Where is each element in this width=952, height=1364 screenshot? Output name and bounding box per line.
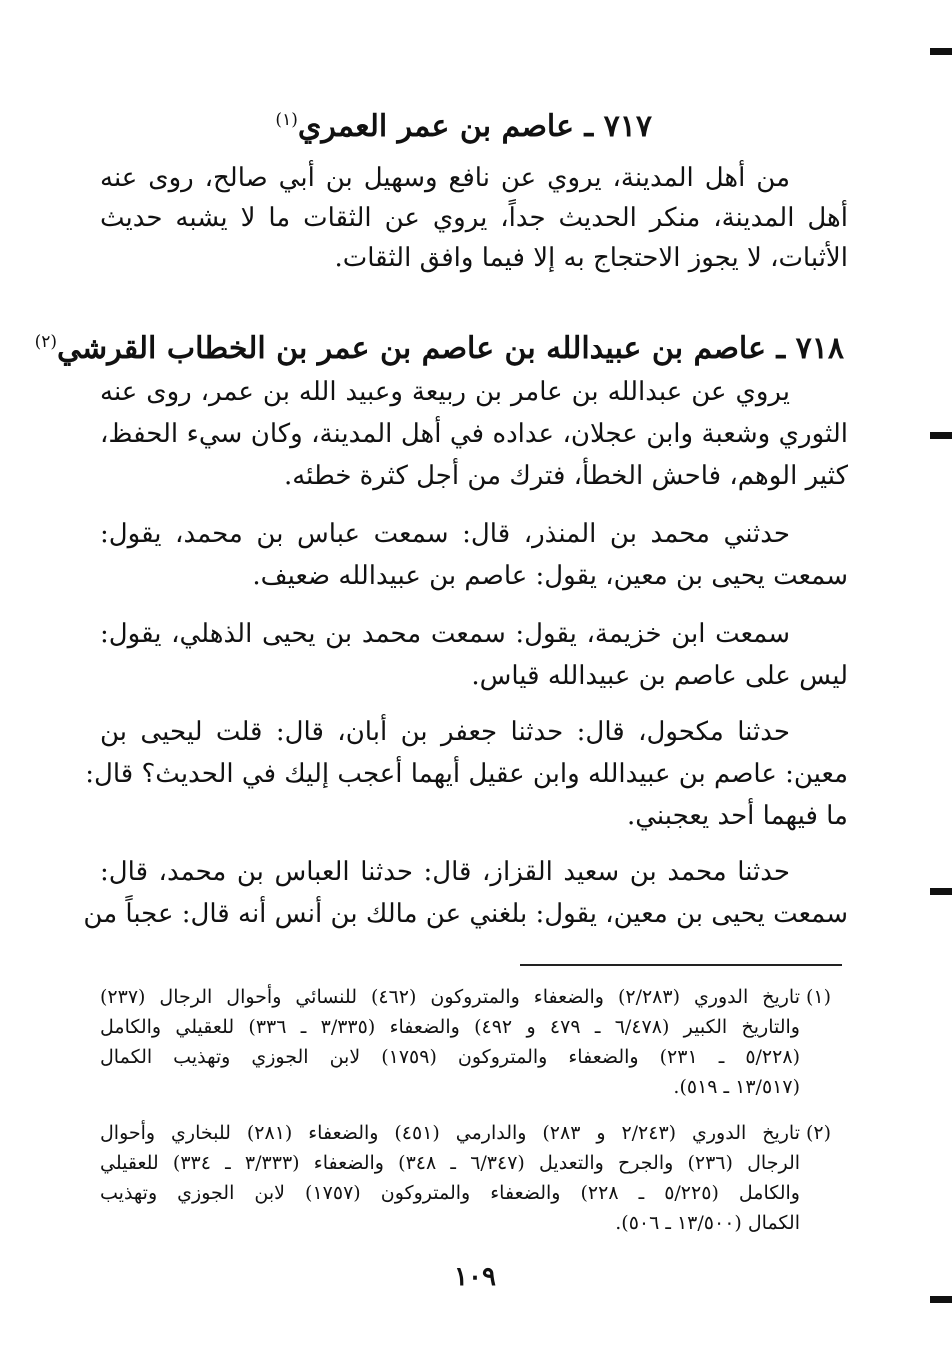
footnote-number: (٢)	[806, 1122, 832, 1144]
paragraph-line: ليس على عاصم بن عبيدالله قياس.	[471, 661, 848, 691]
paragraph-line: سمعت ابن خزيمة، يقول: سمعت محمد بن يحيى الذهلي، يقول:	[100, 619, 790, 649]
scan-edge-mark	[930, 888, 952, 895]
entry-heading-text: ٧١٧ ـ عاصم بن عمر العمري	[297, 109, 652, 144]
footnote-divider	[520, 964, 842, 966]
paragraph-line: من أهل المدينة، يروي عن نافع وسهيل بن أبي صالح، روى عنه	[100, 163, 790, 193]
scan-edge-mark	[930, 48, 952, 55]
paragraph-line: سمعت يحيى بن معين، يقول: عاصم بن عبيدالله ضعيف.	[252, 561, 848, 591]
paragraph-line: يروي عن عبدالله بن عامر بن ربيعة وعبيد الله بن عمر، روى عنه	[100, 377, 790, 407]
page-number: ١٠٩	[454, 1262, 496, 1292]
paragraph-line: حدثنا مكحول، قال: حدثنا جعفر بن أبان، قال: قلت ليحيى بن	[100, 717, 790, 747]
entry-heading-text: ٧١٨ ـ عاصم بن عبيدالله بن عاصم بن عمر بن الخطاب القرشي	[57, 331, 844, 366]
paragraph-line: حدثني محمد بن المنذر، قال: سمعت عباس بن محمد، يقول:	[100, 519, 790, 549]
entry-heading-718	[34, 322, 844, 369]
footnote-line: الرجال (٢٣٦) والجرح والتعديل (٦/٣٤٧ ـ ٣٤٨) والضعفاء (٣/٣٣٣ ـ ٣٣٤) للعقيلي	[100, 1152, 801, 1174]
paragraph-line: الثوري وشعبة وابن عجلان، عداده في أهل المدينة، وكان سيء الحفظ،	[100, 419, 849, 449]
paragraph-line: الأثبات، لا يجوز الاحتجاج به إلا فيما وافق الثقات.	[334, 243, 848, 273]
footnote-line: الكمال (١٣/٥٠٠ ـ ٥٠٦).	[615, 1212, 800, 1234]
paragraph-line: معين: عاصم بن عبيدالله وابن عقيل أيهما أعجب إليك في الحديث؟ قال:	[85, 759, 848, 789]
paragraph-line: كثير الوهم، فاحش الخطأ، فترك من أجل كثرة خطئه.	[283, 461, 848, 491]
footnote-line: والكامل (٥/٢٢٥ ـ ٢٢٨) والضعفاء والمتروكون (١٧٥٧) لابن الجوزي وتهذيب	[100, 1182, 800, 1204]
footnote-number: (١)	[806, 986, 832, 1008]
footnote-ref-1: (١)	[275, 110, 298, 130]
footnote-line: والتاريخ الكبير (٦/٤٧٨ ـ ٤٧٩ و ٤٩٢) والضعفاء (٣/٣٣٥ ـ ٣٣٦) للعقيلي والكامل	[100, 1016, 800, 1038]
paragraph-line: ما فيهما أحد يعجبني.	[627, 801, 848, 831]
footnote-line: (١٣/٥١٧ ـ ٥١٩).	[673, 1076, 800, 1098]
paragraph-line: حدثنا محمد بن سعيد القزاز، قال: حدثنا العباس بن محمد، قال:	[100, 857, 790, 887]
footnote-line: (٥/٢٢٨ ـ ٢٣١) والضعفاء والمتروكون (١٧٥٩) لابن الجوزي وتهذيب الكمال	[100, 1046, 800, 1068]
paragraph-line: أهل المدينة، منكر الحديث جداً، يروي عن الثقات ما لا يشبه حديث	[100, 203, 848, 233]
scan-edge-mark	[930, 432, 952, 439]
scan-edge-mark	[930, 1296, 952, 1303]
footnote-ref-2: (٢)	[34, 332, 58, 352]
footnote-line: تاريخ الدوري (٢/٢٨٣) والضعفاء والمتروكون (٤٦٢) للنسائي وأحوال الرجال (٢٣٧)	[100, 986, 800, 1008]
paragraph-line: سمعت يحيى بن معين، يقول: بلغني عن مالك بن أنس أنه قال: عجباً من	[83, 899, 848, 929]
footnote-line: تاريخ الدوري (٢/٢٤٣ و ٢٨٣) والدارمي (٤٥١) والضعفاء (٢٨١) للبخاري وأحوال	[100, 1122, 800, 1144]
entry-heading-717	[275, 100, 652, 147]
